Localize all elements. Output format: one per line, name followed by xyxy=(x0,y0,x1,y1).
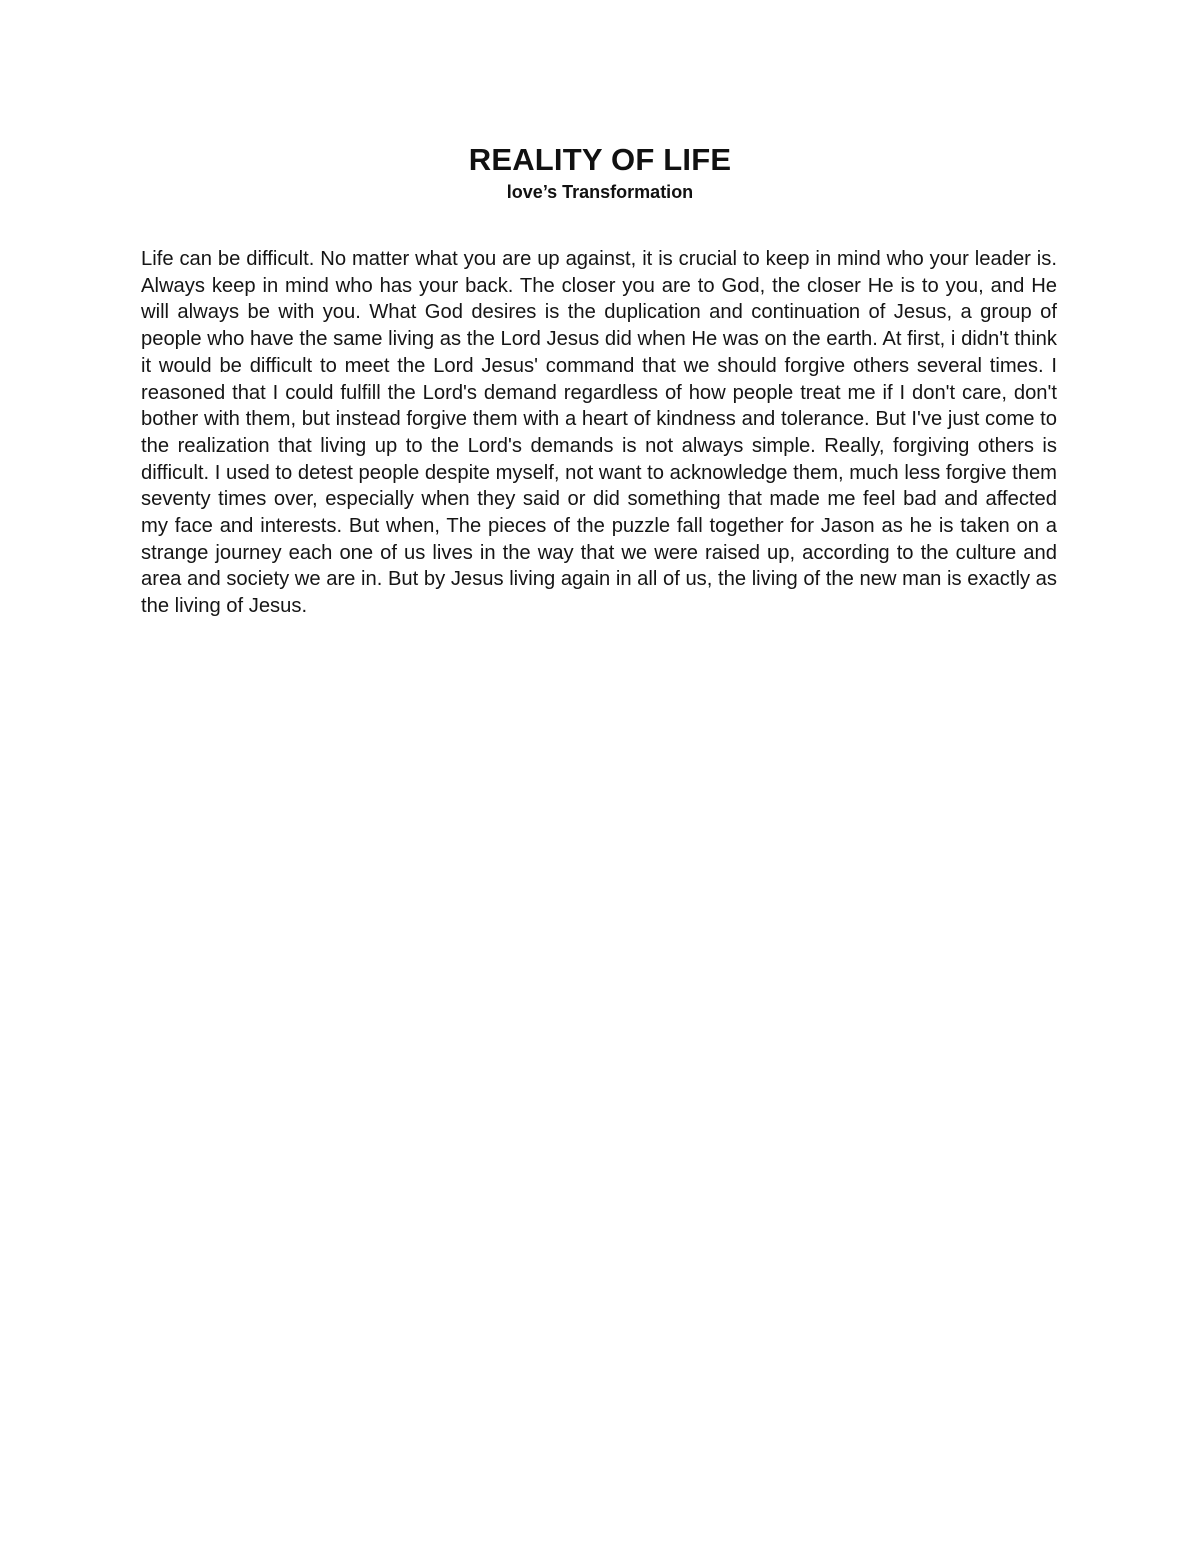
body-paragraph: Life can be difficult. No matter what you are up against, it is crucial to keep in mind who your leader is. Always keep in mind who has your back. The closer you are to God, the closer He is to you, and He will always be with you. What God desires is the duplication and continuation of Jesus, a group of people who have the same living as the Lord Jesus did when He was on the earth. At first, i didn't think it would be difficult to meet the Lord Jesus' command that we should forgive others several times. I reasoned that I could fulfill the Lord's demand regardless of how people treat me if I don't care, don't bother with them, but instead forgive them with a heart of kindness and tolerance. But I've just come to the realization that living up to the Lord's demands is not always simple. Really, forgiving others is difficult. I used to detest people despite myself, not want to acknowledge them, much less forgive them seventy times over, especially when they said or did something that made me feel bad and affected my face and interests. But when, The pieces of the puzzle fall together for Jason as he is taken on a strange journey each one of us lives in the way that we were raised up, according to the culture and area and society we are in. But by Jesus living again in all of us, the living of the new man is exactly as the living of Jesus. xyxy=(141,248,1057,618)
document-title: REALITY OF LIFE xyxy=(468,142,732,177)
document-subtitle: love’s Transformation xyxy=(506,182,694,202)
